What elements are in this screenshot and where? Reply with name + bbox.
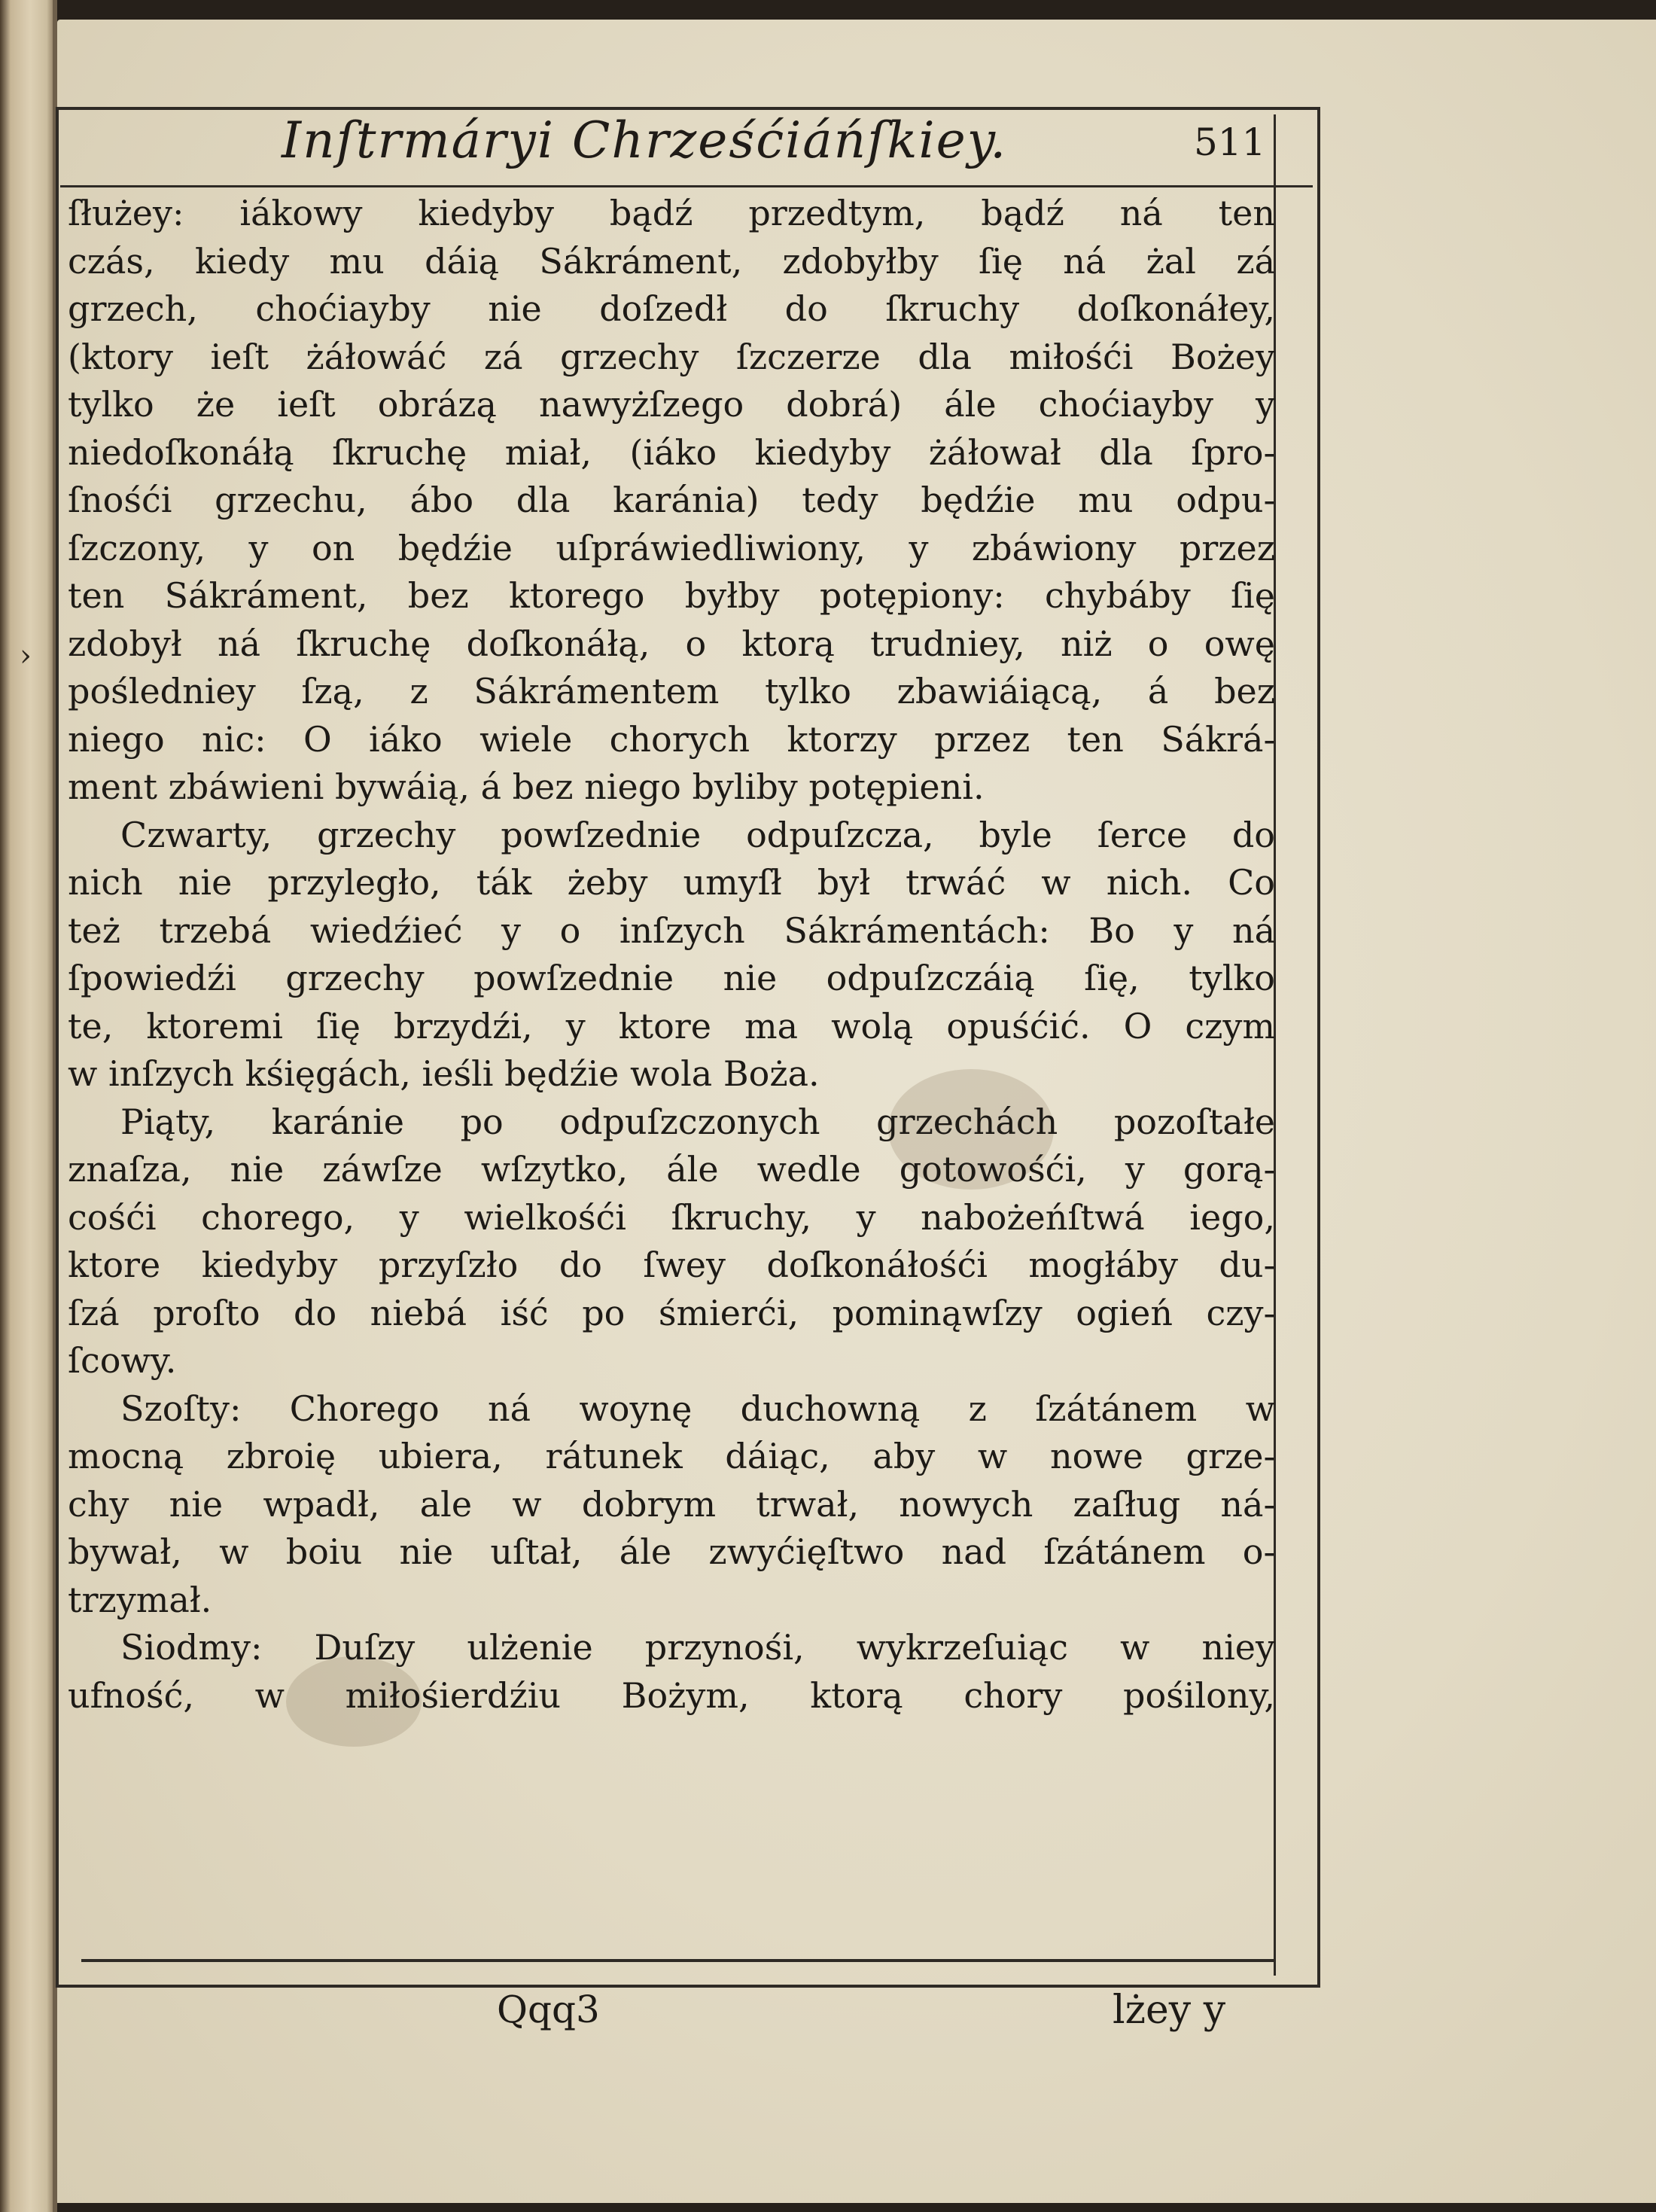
text-line: cośći chorego, y wielkośći ſkruchy, y nabożeńſtwá iego, xyxy=(68,1196,1275,1238)
text-line: ſłużey: iákowy kiedyby bądź przedtym, bądź ná ten xyxy=(68,193,1275,233)
text-line: ſzá proſto do niebá iść po śmierći, pominąwſzy ogień czy- xyxy=(68,1292,1275,1333)
text-line: Piąty, karánie po odpuſzczonych grzechách pozoſtałe xyxy=(120,1101,1275,1142)
text-line: te, ktoremi ſię brzydźi, y ktore ma wolą opuśćić. O czym xyxy=(68,1005,1275,1047)
text-line: czás, kiedy mu dáią Sákráment, zdobyłby ſię ná żal zá xyxy=(68,240,1275,282)
body-text xyxy=(68,190,1275,1720)
header-rule xyxy=(60,185,1313,187)
catchword: lżey y xyxy=(1113,1988,1226,2033)
text-line: ktore kiedyby przyſzło do ſwey doſkonáłośći mogłáby du- xyxy=(68,1245,1275,1285)
margin-mark: › xyxy=(20,638,32,673)
text-line: (ktory ieſt żáłowáć zá grzechy ſzczerze dla miłośći Bożey xyxy=(68,336,1275,377)
text-line: ſcowy. xyxy=(68,1340,177,1381)
text-line: tylko że ieſt obrázą nawyżſzego dobrá) ále choćiayby y xyxy=(68,384,1275,425)
text-line: w inſzych kśięgách, ieśli będźie wola Boża. xyxy=(68,1053,820,1094)
text-line: ufność, w miłośierdźiu Bożym, ktorą chory pośilony, xyxy=(68,1674,1275,1716)
text-line: trzymał. xyxy=(68,1579,212,1620)
text-line: zdobył ná ſkruchę doſkonáłą, o ktorą trudniey, niż o owę xyxy=(68,623,1275,664)
text-line: nich nie przyległo, ták żeby umyſł był trwáć w nich. Co xyxy=(68,862,1275,903)
text-line: ſnośći grzechu, ábo dla karánia) tedy będźie mu odpu- xyxy=(68,480,1275,520)
page-number: 511 xyxy=(1194,120,1266,164)
signature-mark: Qqq3 xyxy=(497,1988,600,2031)
text-line: niedoſkonáłą ſkruchę miał, (iáko kiedyby żáłował dla ſpro- xyxy=(68,431,1275,473)
text-line: ſzczony, y on będźie uſpráwiedliwiony, y zbáwiony przez xyxy=(68,527,1275,568)
text-line: Czwarty, grzechy powſzednie odpuſzcza, byle ſerce do xyxy=(120,814,1275,855)
facing-page-edge xyxy=(0,0,53,2212)
footer-rule xyxy=(81,1959,1274,1962)
text-line: ten Sákráment, bez ktorego byłby potępiony: chybáby ſię xyxy=(68,575,1275,616)
text-line: chy nie wpadł, ale w dobrym trwał, nowych zaſług ná- xyxy=(68,1483,1275,1525)
text-line: też trzebá wiedźieć y o inſzych Sákrámentách: Bo y ná xyxy=(68,909,1275,951)
text-line: Szoſty: Chorego ná woynę duchowną z ſzátánem w xyxy=(120,1388,1275,1429)
text-line: ſpowiedźi grzechy powſzednie nie odpuſzczáią ſię, tylko xyxy=(68,958,1275,998)
text-line: grzech, choćiayby nie doſzedł do ſkruchy doſkonáłey, xyxy=(68,288,1275,329)
text-line: znaſza, nie záwſze wſzytko, ále wedle gotowośći, y gorą- xyxy=(68,1149,1275,1190)
text-line: Siodmy: Duſzy ulżenie przynośi, wykrzeſuiąc w niey xyxy=(120,1627,1275,1668)
running-head: Inſtrmáryi Chrześćiáńſkiey. xyxy=(282,111,1008,169)
text-line: bywał, w boiu nie uſtał, ále zwyćięſtwo nad ſzátánem o- xyxy=(68,1531,1275,1572)
text-line: mocną zbroię ubiera, rátunek dáiąc, aby w nowe grze- xyxy=(68,1436,1275,1476)
text-line: niego nic: O iáko wiele chorych ktorzy przez ten Sákrá- xyxy=(68,718,1275,760)
text-line: ment zbáwieni bywáią, á bez niego byliby potępieni. xyxy=(68,766,985,807)
text-line: pośledniey ſzą, z Sákrámentem tylko zbawiáiącą, á bez xyxy=(68,671,1275,711)
